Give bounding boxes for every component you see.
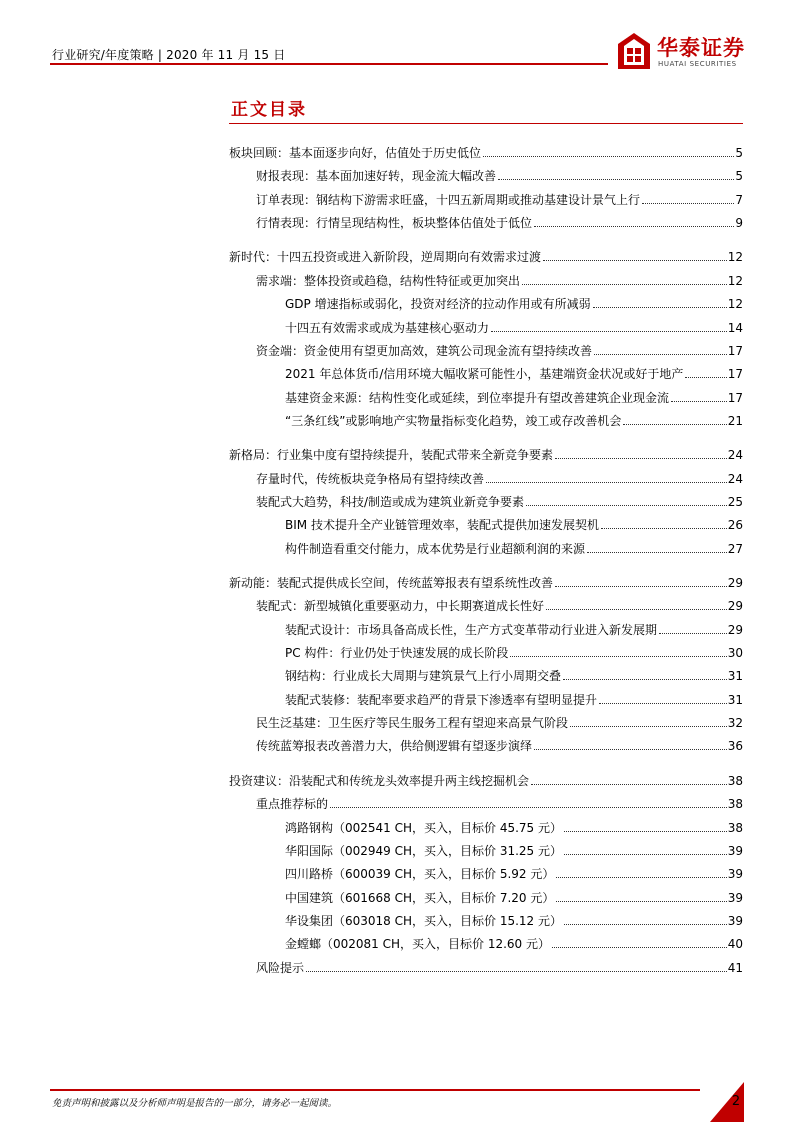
toc-entry[interactable] <box>285 815 743 835</box>
toc-entry[interactable] <box>256 268 743 288</box>
toc-entry-page: 17 <box>727 390 743 405</box>
toc-dot-leader <box>564 831 727 832</box>
toc-entry[interactable] <box>256 733 743 753</box>
toc-entry-title: 存量时代，传统板块竞争格局有望持续改善 <box>256 471 485 486</box>
header-title: 行业研究/年度策略 | 2020 年 11 月 15 日 <box>52 48 286 62</box>
toc-entry-page: 14 <box>727 320 743 335</box>
toc-dot-leader <box>556 877 726 878</box>
toc-dot-leader <box>556 901 726 902</box>
toc-entry-page: 29 <box>727 622 743 637</box>
toc-entry-title: “三条红线”或影响地产实物量指标变化趋势，竣工或存改善机会 <box>285 413 622 428</box>
toc-dot-leader <box>563 679 727 680</box>
toc-dot-leader <box>564 924 727 925</box>
toc-entry[interactable] <box>285 663 743 683</box>
toc-entry[interactable] <box>256 791 743 811</box>
toc-dot-leader <box>486 482 727 483</box>
toc-entry-page: 38 <box>727 797 743 812</box>
huatai-emblem-icon <box>617 32 651 70</box>
toc-entry[interactable] <box>285 536 743 556</box>
toc-entry-title: 装配式装修：装配率要求趋严的背景下渗透率有望明显提升 <box>285 692 598 707</box>
toc-entry[interactable] <box>256 466 743 486</box>
toc-entry-title: 装配式大趋势，科技/制造或成为建筑业新竞争要素 <box>256 494 525 509</box>
toc-title: 正文目录 <box>231 100 307 120</box>
toc-dot-leader <box>593 307 727 308</box>
toc-entry-page: 39 <box>727 867 743 882</box>
toc-entry-title: 风险提示 <box>256 960 305 975</box>
toc-entry[interactable] <box>256 955 743 975</box>
toc-entry-title: 重点推荐标的 <box>256 797 329 812</box>
toc-entry[interactable] <box>285 617 743 637</box>
toc-entry-title: 订单表现：钢结构下游需求旺盛，十四五新周期或推动基建设计景气上行 <box>256 192 641 207</box>
toc-dot-leader <box>685 377 726 378</box>
toc-dot-leader <box>483 156 734 157</box>
toc-entry[interactable] <box>256 338 743 358</box>
toc-entry[interactable] <box>285 315 743 335</box>
toc-entry-title: 需求端：整体投资或趋稳，结构性特征或更加突出 <box>256 273 521 288</box>
toc-title-rule <box>229 123 743 124</box>
toc-entry-page: 5 <box>735 146 743 160</box>
toc-dot-leader <box>491 331 727 332</box>
toc-entry-page: 36 <box>727 739 743 754</box>
footer-divider <box>50 1089 700 1091</box>
toc-entry-title: 行情表现：行情呈现结构性，板块整体估值处于低位 <box>256 216 533 230</box>
toc-entry[interactable] <box>285 838 743 858</box>
toc-dot-leader <box>659 633 727 634</box>
toc-entry-title: 财报表现：基本面加速好转，现金流大幅改善 <box>256 169 497 184</box>
logo-english-name: HUATAI SECURITIES <box>658 60 737 68</box>
toc-entry[interactable] <box>285 408 743 428</box>
toc-entry-title: 钢结构：行业成长大周期与建筑景气上行小周期交叠 <box>285 669 562 684</box>
toc-dot-leader <box>587 552 727 553</box>
toc-entry[interactable] <box>285 861 743 881</box>
toc-entry-page: 29 <box>727 576 743 590</box>
toc-entry-page: 31 <box>727 692 743 707</box>
toc-entry[interactable] <box>229 244 743 264</box>
toc-entry-page: 12 <box>727 250 743 265</box>
toc-dot-leader <box>498 179 734 180</box>
toc-entry-page: 40 <box>727 937 743 952</box>
toc-entry[interactable] <box>229 442 743 462</box>
toc-entry[interactable] <box>285 361 743 381</box>
toc-entry[interactable] <box>285 291 743 311</box>
toc-entry[interactable] <box>256 210 743 230</box>
huatai-logo <box>617 32 747 72</box>
toc-entry[interactable] <box>285 385 743 405</box>
toc-entry-page: 39 <box>727 913 743 928</box>
toc-dot-leader <box>555 458 727 459</box>
toc-dot-leader <box>555 586 727 587</box>
toc-dot-leader <box>522 284 727 285</box>
toc-dot-leader <box>546 609 727 610</box>
toc-dot-leader <box>534 749 727 750</box>
toc-entry-title: 金螳螂（002081 CH，买入，目标价 12.60 元） <box>285 937 551 952</box>
toc-entry-title: 四川路桥（600039 CH，买入，目标价 5.92 元） <box>285 867 555 882</box>
toc-entry[interactable] <box>229 570 743 590</box>
toc-entry-title: 基建资金来源：结构性变化或延续，到位率提升有望改善建筑企业现金流 <box>285 390 670 405</box>
toc-entry[interactable] <box>256 489 743 509</box>
toc-entry[interactable] <box>285 640 743 660</box>
toc-entry-page: 17 <box>727 343 743 358</box>
toc-entry-page: 41 <box>727 960 743 975</box>
toc-entry-title: 板块回顾：基本面逐步向好，估值处于历史低位 <box>229 146 482 160</box>
toc-entry-page: 9 <box>735 216 743 230</box>
toc-entry[interactable] <box>285 687 743 707</box>
toc-dot-leader <box>570 726 727 727</box>
toc-entry-title: 新时代：十四五投资或进入新阶段，逆周期向有效需求过渡 <box>229 250 542 265</box>
toc-entry-title: 投资建议：沿装配式和传统龙头效率提升两主线挖掘机会 <box>229 773 530 788</box>
toc-dot-leader <box>599 703 727 704</box>
toc-entry-page: 17 <box>727 367 743 382</box>
toc-entry-page: 25 <box>727 494 743 509</box>
header-divider <box>50 63 608 65</box>
toc-entry[interactable] <box>229 768 743 788</box>
toc-entry-page: 26 <box>727 518 743 533</box>
toc-entry-page: 29 <box>727 599 743 614</box>
toc-dot-leader <box>642 203 734 204</box>
toc-entry-page: 38 <box>727 773 743 788</box>
toc-entry[interactable] <box>285 512 743 532</box>
toc-dot-leader <box>526 505 727 506</box>
toc-entry[interactable] <box>256 163 743 183</box>
toc-dot-leader <box>671 401 727 402</box>
toc-entry-title: 传统蓝筹报表改善潜力大，供给侧逻辑有望逐步演绎 <box>256 739 533 754</box>
toc-entry-title: 华阳国际（002949 CH，买入，目标价 31.25 元） <box>285 843 563 858</box>
toc-entry-page: 38 <box>727 820 743 835</box>
toc-entry-page: 12 <box>727 273 743 288</box>
toc-entry-title: 十四五有效需求或成为基建核心驱动力 <box>285 320 490 335</box>
toc-entry-page: 30 <box>727 646 743 660</box>
toc-entry-title: 中国建筑（601668 CH，买入，目标价 7.20 元） <box>285 890 555 905</box>
toc-entry-title: 构件制造看重交付能力，成本优势是行业超额利润的来源 <box>285 541 586 556</box>
toc-entry-page: 27 <box>727 541 743 556</box>
toc-entry-title: 华设集团（603018 CH，买入，目标价 15.12 元） <box>285 913 563 928</box>
toc-dot-leader <box>306 971 727 972</box>
toc-entry-page: 21 <box>727 413 743 428</box>
toc-entry-title: 鸿路钢构（002541 CH，买入，目标价 45.75 元） <box>285 820 563 835</box>
toc-entry[interactable] <box>229 140 743 160</box>
toc-entry[interactable] <box>256 710 743 730</box>
page-number: 2 <box>731 1094 741 1109</box>
toc-dot-leader <box>564 854 727 855</box>
toc-entry[interactable] <box>285 931 743 951</box>
toc-entry-page: 7 <box>735 192 743 207</box>
toc-entry-page: 32 <box>727 716 743 731</box>
toc-dot-leader <box>552 947 727 948</box>
toc-entry-title: BIM 技术提升全产业链管理效率，装配式提供加速发展契机 <box>285 518 599 533</box>
toc-entry[interactable] <box>256 593 743 613</box>
toc-entry-title: 2021 年总体货币/信用环境大幅收紧可能性小，基建端资金状况或好于地产 <box>285 367 684 382</box>
toc-entry-title: 民生泛基建：卫生医疗等民生服务工程有望迎来高景气阶段 <box>256 716 569 731</box>
toc-dot-leader <box>330 807 727 808</box>
toc-entry[interactable] <box>285 908 743 928</box>
toc-entry-title: PC 构件：行业仍处于快速发展的成长阶段 <box>285 646 509 660</box>
toc-entry-title: GDP 增速指标或弱化，投资对经济的拉动作用或有所减弱 <box>285 297 591 312</box>
toc-dot-leader <box>623 424 726 425</box>
toc-entry-title: 资金端：资金使用有望更加高效，建筑公司现金流有望持续改善 <box>256 343 593 358</box>
toc-dot-leader <box>543 260 727 261</box>
toc-dot-leader <box>510 656 726 657</box>
toc-dot-leader <box>601 528 727 529</box>
toc-entry-page: 5 <box>735 169 743 184</box>
toc-entry[interactable] <box>256 187 743 207</box>
toc-dot-leader <box>534 226 734 227</box>
toc-entry[interactable] <box>285 885 743 905</box>
toc-entry-title: 装配式：新型城镇化重要驱动力，中长期赛道成长性好 <box>256 599 545 614</box>
logo-chinese-name: 华泰证券 <box>657 36 745 60</box>
toc-entry-page: 12 <box>727 297 743 312</box>
toc-dot-leader <box>594 354 727 355</box>
toc-entry-title: 装配式设计：市场具备高成长性，生产方式变革带动行业进入新发展期 <box>285 622 658 637</box>
toc-entry-page: 31 <box>727 669 743 684</box>
toc-entry-page: 24 <box>727 448 743 463</box>
toc-entry-title: 新格局：行业集中度有望持续提升，装配式带来全新竞争要素 <box>229 448 554 463</box>
toc-entry-page: 39 <box>727 890 743 905</box>
toc-entry-page: 39 <box>727 843 743 858</box>
toc-dot-leader <box>531 784 727 785</box>
toc-entry-page: 24 <box>727 471 743 486</box>
toc-entry-title: 新动能：装配式提供成长空间，传统蓝筹报表有望系统性改善 <box>229 576 554 590</box>
footer-disclaimer: 免责声明和披露以及分析师声明是报告的一部分，请务必一起阅读。 <box>52 1098 338 1109</box>
